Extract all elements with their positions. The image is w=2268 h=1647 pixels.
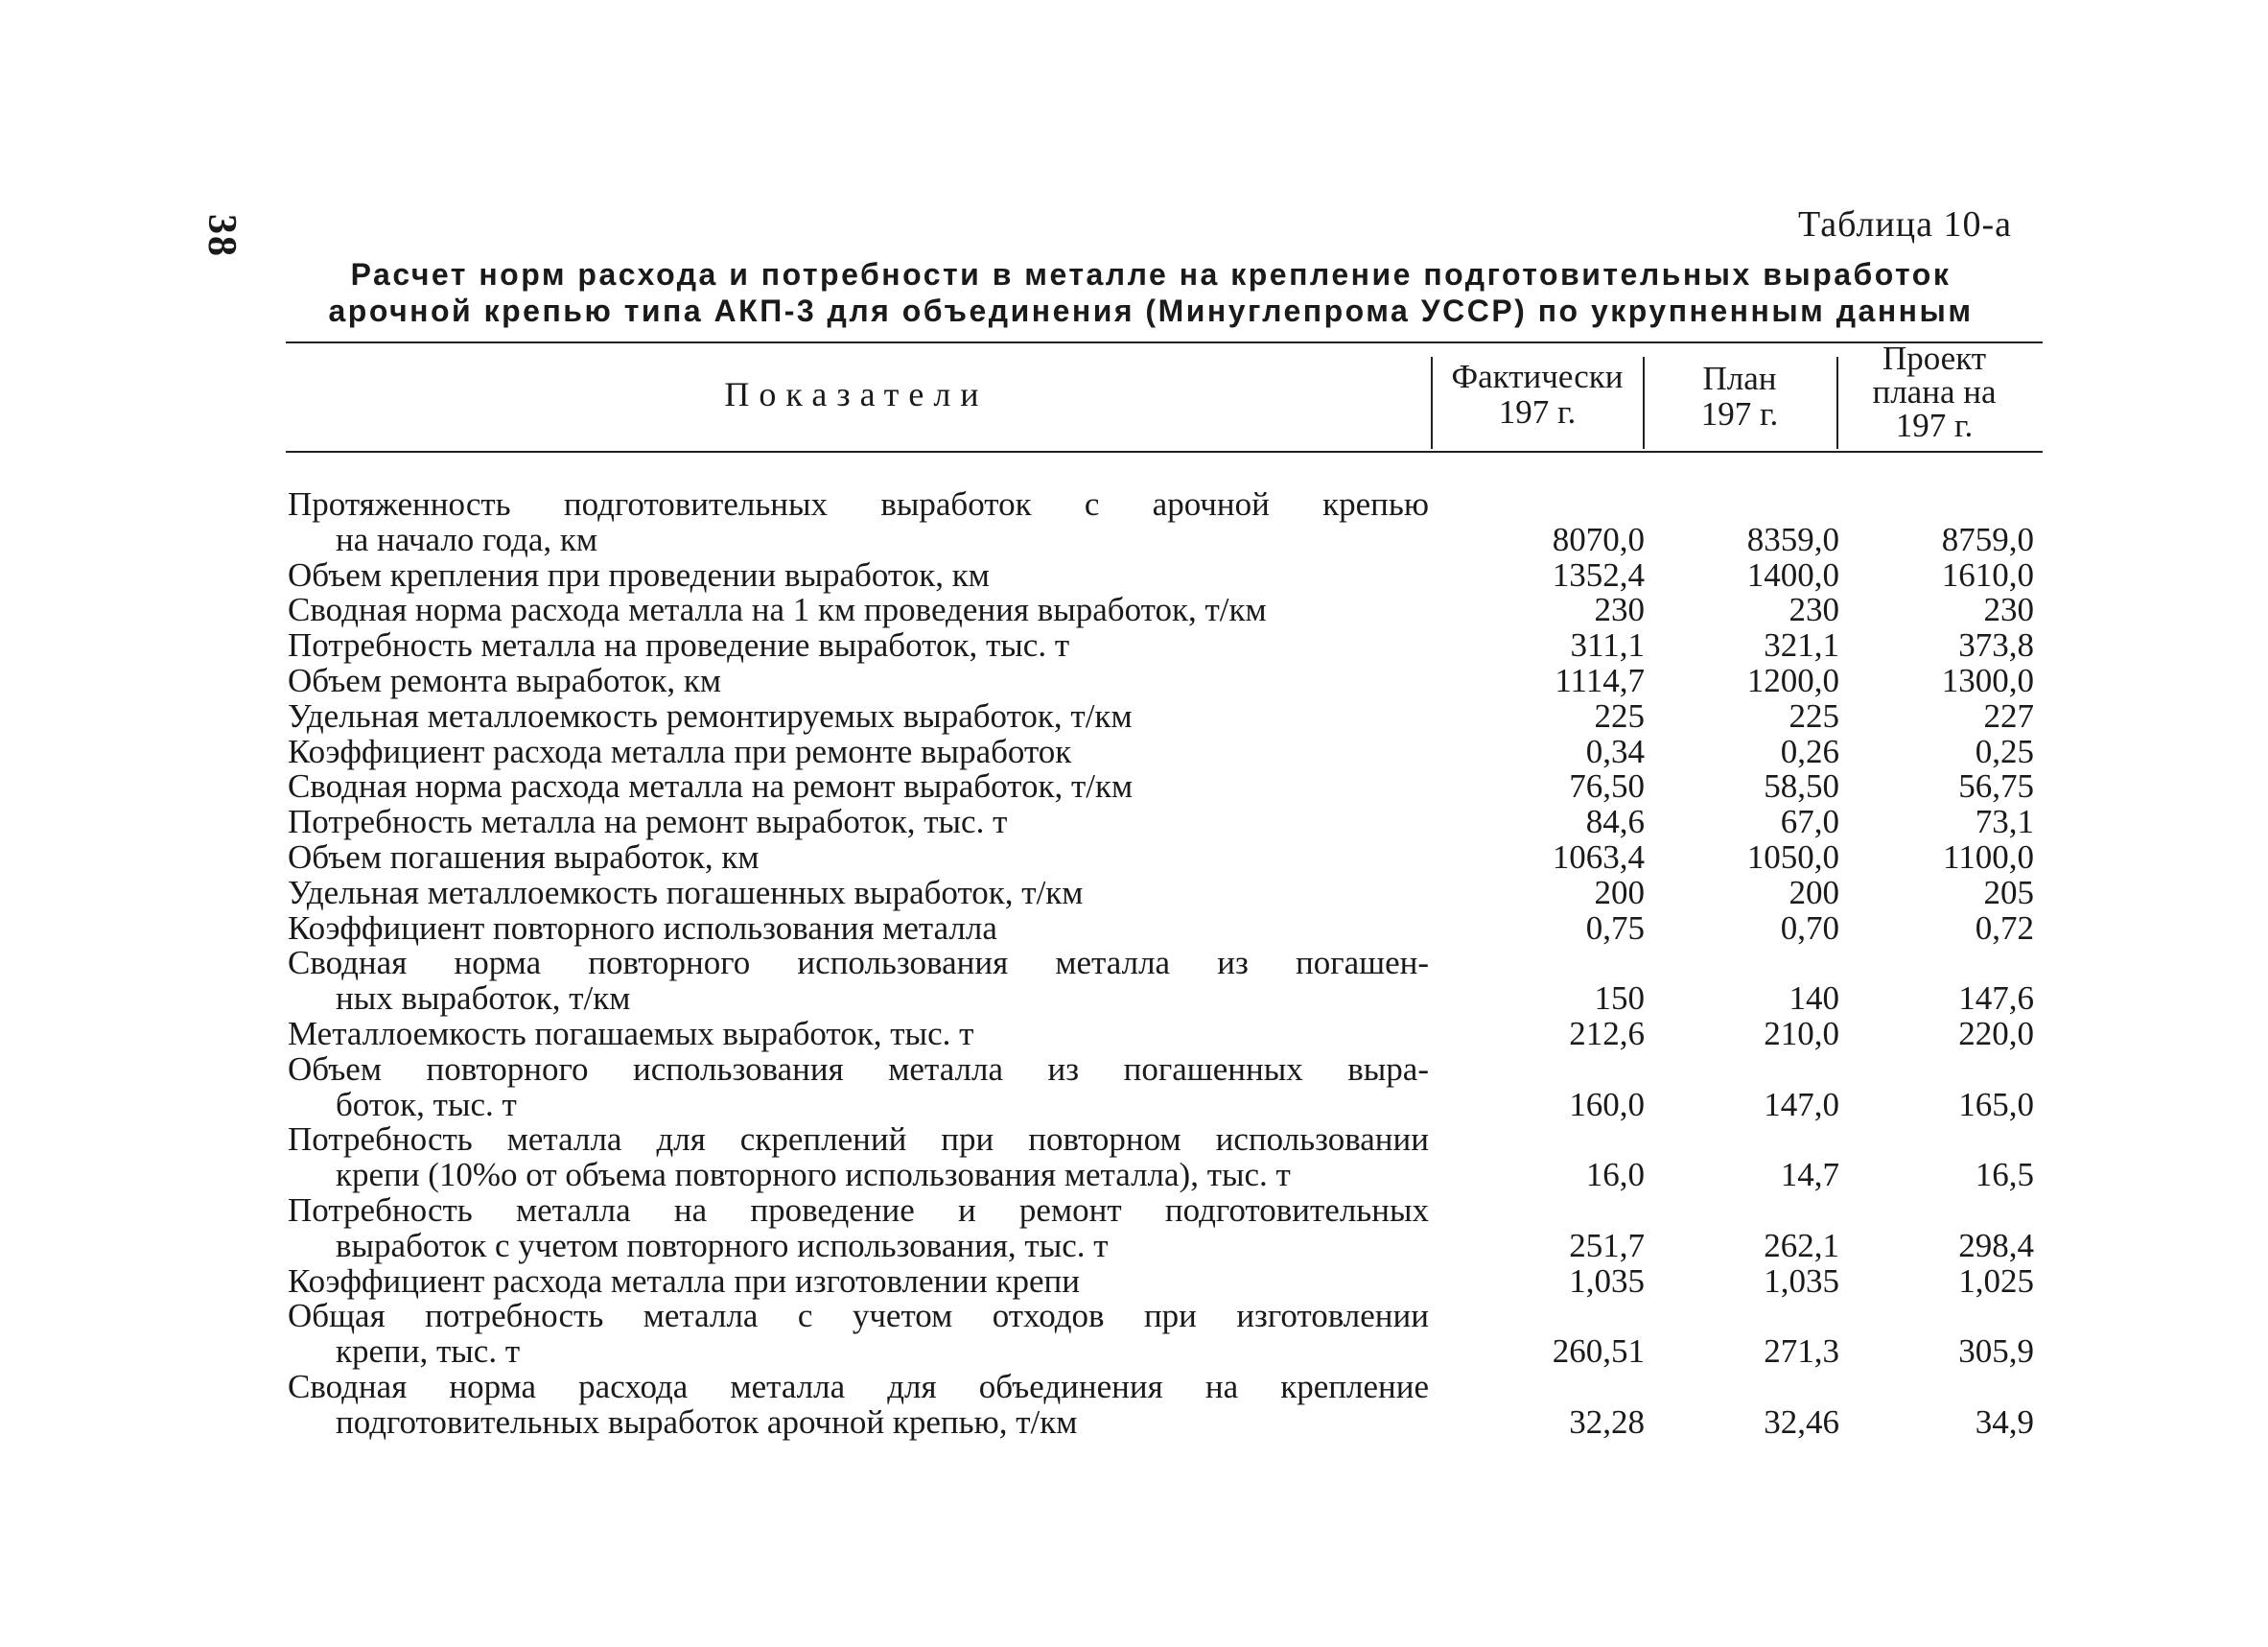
value-plan: 210,0 <box>1764 1014 1839 1052</box>
value-project: 1610,0 <box>1941 555 2034 594</box>
value-project: 0,25 <box>1975 732 2034 770</box>
value-plan: 8359,0 <box>1746 520 1839 558</box>
table-title-line-2: арочной крепью типа АКП-3 для объединения (Минуглепрома УССР) по укрупненным данным <box>328 294 1974 328</box>
value-plan: 147,0 <box>1764 1085 1839 1123</box>
table-row <box>288 873 2034 911</box>
value-project: 34,9 <box>1975 1402 2034 1441</box>
value-project: 227 <box>1983 696 2034 735</box>
row-label <box>288 1014 1429 1052</box>
value-plan: 67,0 <box>1780 803 1839 841</box>
header-col-actual-line: 197 г. <box>1498 393 1577 431</box>
header-top-rule <box>286 341 2043 343</box>
row-label <box>288 732 1429 770</box>
value-actual: 251,7 <box>1569 1226 1645 1264</box>
value-actual: 32,28 <box>1569 1402 1645 1441</box>
row-label-line: Удельная металлоемкость погашенных выработок, т/км <box>288 873 1084 911</box>
row-label <box>288 837 1429 876</box>
value-plan: 1050,0 <box>1746 837 1839 876</box>
value-plan: 262,1 <box>1764 1226 1839 1264</box>
header-col-project-line: 197 г. <box>1895 407 1974 444</box>
header-bottom-rule <box>286 451 2043 453</box>
value-project: 205 <box>1983 873 2034 911</box>
value-actual: 311,1 <box>1570 626 1645 665</box>
value-project: 220,0 <box>1958 1014 2034 1052</box>
value-project: 298,4 <box>1958 1226 2034 1264</box>
row-label <box>288 696 1429 735</box>
row-label-line: Удельная металлоемкость ремонтируемых выработок, т/км <box>288 696 1133 735</box>
value-plan: 225 <box>1789 696 1839 735</box>
header-indicators: Показатели <box>724 375 989 413</box>
value-project: 1,025 <box>1958 1261 2034 1300</box>
header-col-project-line: плана на <box>1872 373 1997 411</box>
row-label <box>288 908 1429 947</box>
value-project: 73,1 <box>1975 803 2034 841</box>
row-label-line: Сводная норма расхода металла на 1 км проведения выработок, т/км <box>288 591 1267 629</box>
value-project: 305,9 <box>1958 1332 2034 1371</box>
table-row <box>288 696 2034 735</box>
value-project: 1300,0 <box>1941 661 2034 699</box>
value-project: 165,0 <box>1958 1085 2034 1123</box>
table-row <box>288 1014 2034 1052</box>
table-body <box>288 485 2034 1441</box>
table-label: Таблица 10-а <box>1797 204 2012 245</box>
value-project: 230 <box>1983 591 2034 629</box>
value-actual: 1114,7 <box>1555 661 1645 699</box>
value-plan: 200 <box>1789 873 1839 911</box>
value-actual: 8070,0 <box>1552 520 1645 558</box>
table-row <box>288 591 2034 629</box>
table-row <box>288 1049 2034 1123</box>
table-row <box>288 1261 2034 1300</box>
row-label <box>288 1261 1429 1300</box>
table-row <box>288 837 2034 876</box>
value-actual: 212,6 <box>1569 1014 1645 1052</box>
table-row <box>288 767 2034 806</box>
value-plan: 230 <box>1789 591 1839 629</box>
row-label-line: Коэффициент расхода металла при ремонте выработок <box>288 732 1072 770</box>
value-actual: 16,0 <box>1585 1156 1645 1194</box>
row-label-line: Протяженность подготовительных выработок с арочной крепью <box>288 485 1429 523</box>
row-label-line: боток, тыс. т <box>336 1085 517 1123</box>
value-actual: 160,0 <box>1569 1085 1645 1123</box>
value-actual: 200 <box>1594 873 1645 911</box>
value-plan: 0,26 <box>1780 732 1839 770</box>
header-col-project <box>1838 341 2030 442</box>
value-actual: 1063,4 <box>1552 837 1645 876</box>
row-label-line: Объем крепления при проведении выработок, км <box>288 555 990 594</box>
row-label-line: крепи, тыс. т <box>336 1332 521 1371</box>
row-label <box>288 1367 1429 1441</box>
value-plan: 321,1 <box>1764 626 1839 665</box>
row-label-line: на начало года, км <box>336 520 598 558</box>
row-label-line: Потребность металла на проведение выработок, тыс. т <box>288 626 1070 665</box>
value-plan: 14,7 <box>1780 1156 1839 1194</box>
value-actual: 1,035 <box>1569 1261 1645 1300</box>
row-label <box>288 1190 1429 1264</box>
row-label <box>288 628 1429 664</box>
header-col-actual <box>1433 359 1642 430</box>
value-project: 0,72 <box>1975 908 2034 947</box>
row-label-line: Сводная норма расхода металла на ремонт выработок, т/км <box>288 767 1134 806</box>
header-col-plan-line: 197 г. <box>1700 395 1779 433</box>
row-label <box>288 769 1429 805</box>
row-label-line: Потребность металла для скреплений при повторном использовании <box>288 1120 1429 1159</box>
row-label-line: подготовительных выработок арочной крепью, т/км <box>336 1402 1078 1441</box>
row-label-line: выработок с учетом повторного использования, тыс. т <box>336 1226 1109 1264</box>
row-label <box>288 873 1429 911</box>
row-label-line: Коэффициент повторного использования металла <box>288 908 997 947</box>
table-row <box>288 661 2034 699</box>
row-label-line: Металлоемкость погашаемых выработок, тыс. т <box>288 1014 974 1052</box>
row-label-line: Общая потребность металла с учетом отходов при изготовлении <box>288 1297 1429 1335</box>
row-label <box>288 555 1429 594</box>
value-actual: 76,50 <box>1569 767 1645 806</box>
table-row <box>288 1297 2034 1371</box>
value-actual: 260,51 <box>1552 1332 1645 1371</box>
row-label-line: крепи (10%о от объема повторного использования металла), тыс. т <box>336 1156 1291 1194</box>
row-label-line: Объем повторного использования металла из погашенных выра- <box>288 1049 1429 1088</box>
row-label <box>288 1049 1429 1123</box>
table-row <box>288 1120 2034 1194</box>
table-row <box>288 908 2034 947</box>
value-project: 8759,0 <box>1941 520 2034 558</box>
value-plan: 1400,0 <box>1746 555 1839 594</box>
value-plan: 0,70 <box>1780 908 1839 947</box>
value-project: 1100,0 <box>1943 837 2034 876</box>
value-project: 56,75 <box>1958 767 2034 806</box>
row-label <box>288 593 1429 628</box>
row-label <box>288 661 1429 699</box>
row-label <box>288 1299 1429 1370</box>
value-project: 147,6 <box>1958 979 2034 1018</box>
row-label <box>288 946 1429 1017</box>
value-actual: 225 <box>1594 696 1645 735</box>
value-plan: 140 <box>1789 979 1839 1018</box>
value-actual: 0,34 <box>1585 732 1645 770</box>
table-row <box>288 1190 2034 1264</box>
row-label-line: Сводная норма повторного использования металла из погашен- <box>288 944 1429 982</box>
table-row <box>288 1367 2034 1441</box>
value-actual: 1352,4 <box>1552 555 1645 594</box>
row-label-line: Коэффициент расхода металла при изготовлении крепи <box>288 1261 1080 1300</box>
value-actual: 0,75 <box>1585 908 1645 947</box>
value-actual: 230 <box>1594 591 1645 629</box>
header-col-plan <box>1645 361 1835 432</box>
value-plan: 271,3 <box>1764 1332 1839 1371</box>
value-actual: 84,6 <box>1585 803 1645 841</box>
header-col-plan-line: План <box>1702 360 1777 397</box>
table-row <box>288 555 2034 594</box>
page-number: 38 <box>199 214 244 258</box>
value-plan: 1,035 <box>1764 1261 1839 1300</box>
row-label <box>288 487 1429 558</box>
row-label-line: Потребность металла на ремонт выработок, тыс. т <box>288 803 1008 841</box>
value-plan: 58,50 <box>1764 767 1839 806</box>
table-row <box>288 944 2034 1018</box>
row-label <box>288 1122 1429 1193</box>
row-label-line: Объем погашения выработок, км <box>288 837 760 876</box>
header-col-actual-line: Фактически <box>1451 358 1624 395</box>
row-label-line: Потребность металла на проведение и ремонт подготовительных <box>288 1190 1429 1229</box>
row-label <box>288 805 1429 840</box>
table-title-line-1: Расчет норм расхода и потребности в металле на крепление подготовительных выработок <box>350 257 1952 292</box>
table-row <box>288 732 2034 770</box>
value-plan: 32,46 <box>1764 1402 1839 1441</box>
value-actual: 150 <box>1594 979 1645 1018</box>
value-plan: 1200,0 <box>1746 661 1839 699</box>
table-row <box>288 626 2034 665</box>
header-col-project-line: Проект <box>1882 340 1987 377</box>
row-label-line: Сводная норма расхода металла для объединения на крепление <box>288 1367 1429 1405</box>
row-label-line: ных выработок, т/км <box>336 979 631 1018</box>
value-project: 16,5 <box>1975 1156 2034 1194</box>
table-row <box>288 485 2034 558</box>
value-project: 373,8 <box>1958 626 2034 665</box>
table-row <box>288 803 2034 841</box>
row-label-line: Объем ремонта выработок, км <box>288 661 722 699</box>
